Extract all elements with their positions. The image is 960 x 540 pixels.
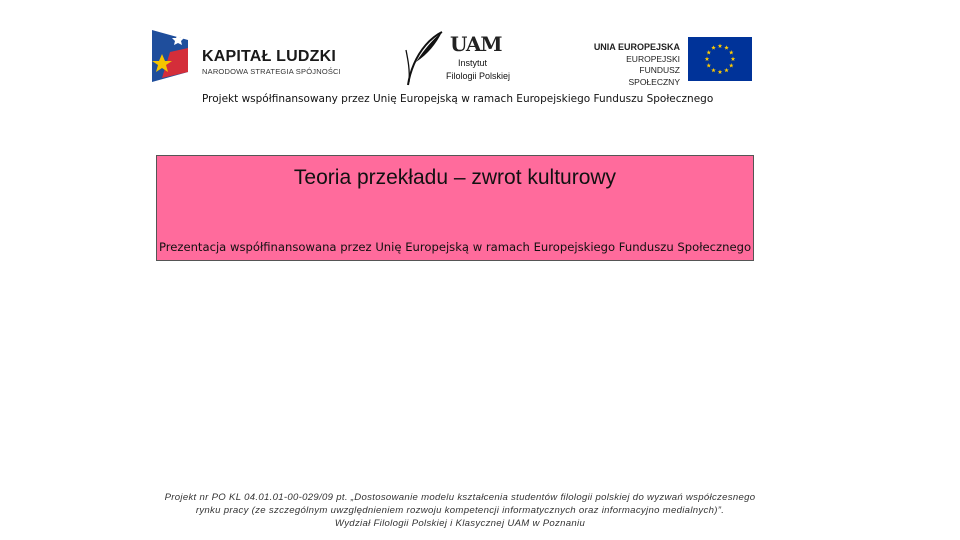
footer-line3: Wydział Filologii Polskiej i Klasycznej UAM w Poznaniu [334,518,586,529]
kapital-ludzki-subtitle: NARODOWA STRATEGIA SPÓJNOŚCI [202,67,341,76]
uam-institute-label: Instytut [458,58,488,68]
uam-department-label: Filologii Polskiej [446,71,511,81]
title-box [156,155,754,261]
eu-logo-line3: FUNDUSZ SPOŁECZNY [628,65,680,87]
eu-logo-line1: UNIA EUROPEJSKA [593,42,680,52]
slide-title: Teoria przekładu – zwrot kulturowy [293,166,617,189]
footer-line1: Projekt nr PO KL 04.01.01-00-029/09 pt. „Dostosowanie modelu kształcenia studentów filologii polskiej do wyzwań współczesnego [164,492,756,503]
footer [110,491,810,530]
uam-logo [402,30,511,86]
eu-logo-line2: EUROPEJSKI [626,53,680,64]
slide-subtitle: Prezentacja współfinansowana przez Unię Europejską w ramach Europejskiego Funduszu Społecznego [158,240,752,254]
eu-logo [586,34,758,87]
header-funding-note: Projekt współfinansowany przez Unię Europejską w ramach Europejskiego Funduszu Społecznego [202,93,714,105]
uam-mark: UAM [450,32,502,56]
eu-flag-icon [688,37,752,81]
eu-logo-text [586,42,680,88]
quill-icon [402,30,446,86]
kapital-ludzki-logo [148,28,348,84]
kapital-ludzki-title: KAPITAŁ LUDZKI [202,48,337,65]
kapital-ludzki-star-icon [148,28,194,84]
footer-line2: rynku pracy (ze szczególnym uwzględnieniem rozwoju kompetencji informatycznych oraz informacyjno medialnych)”. [195,505,725,516]
